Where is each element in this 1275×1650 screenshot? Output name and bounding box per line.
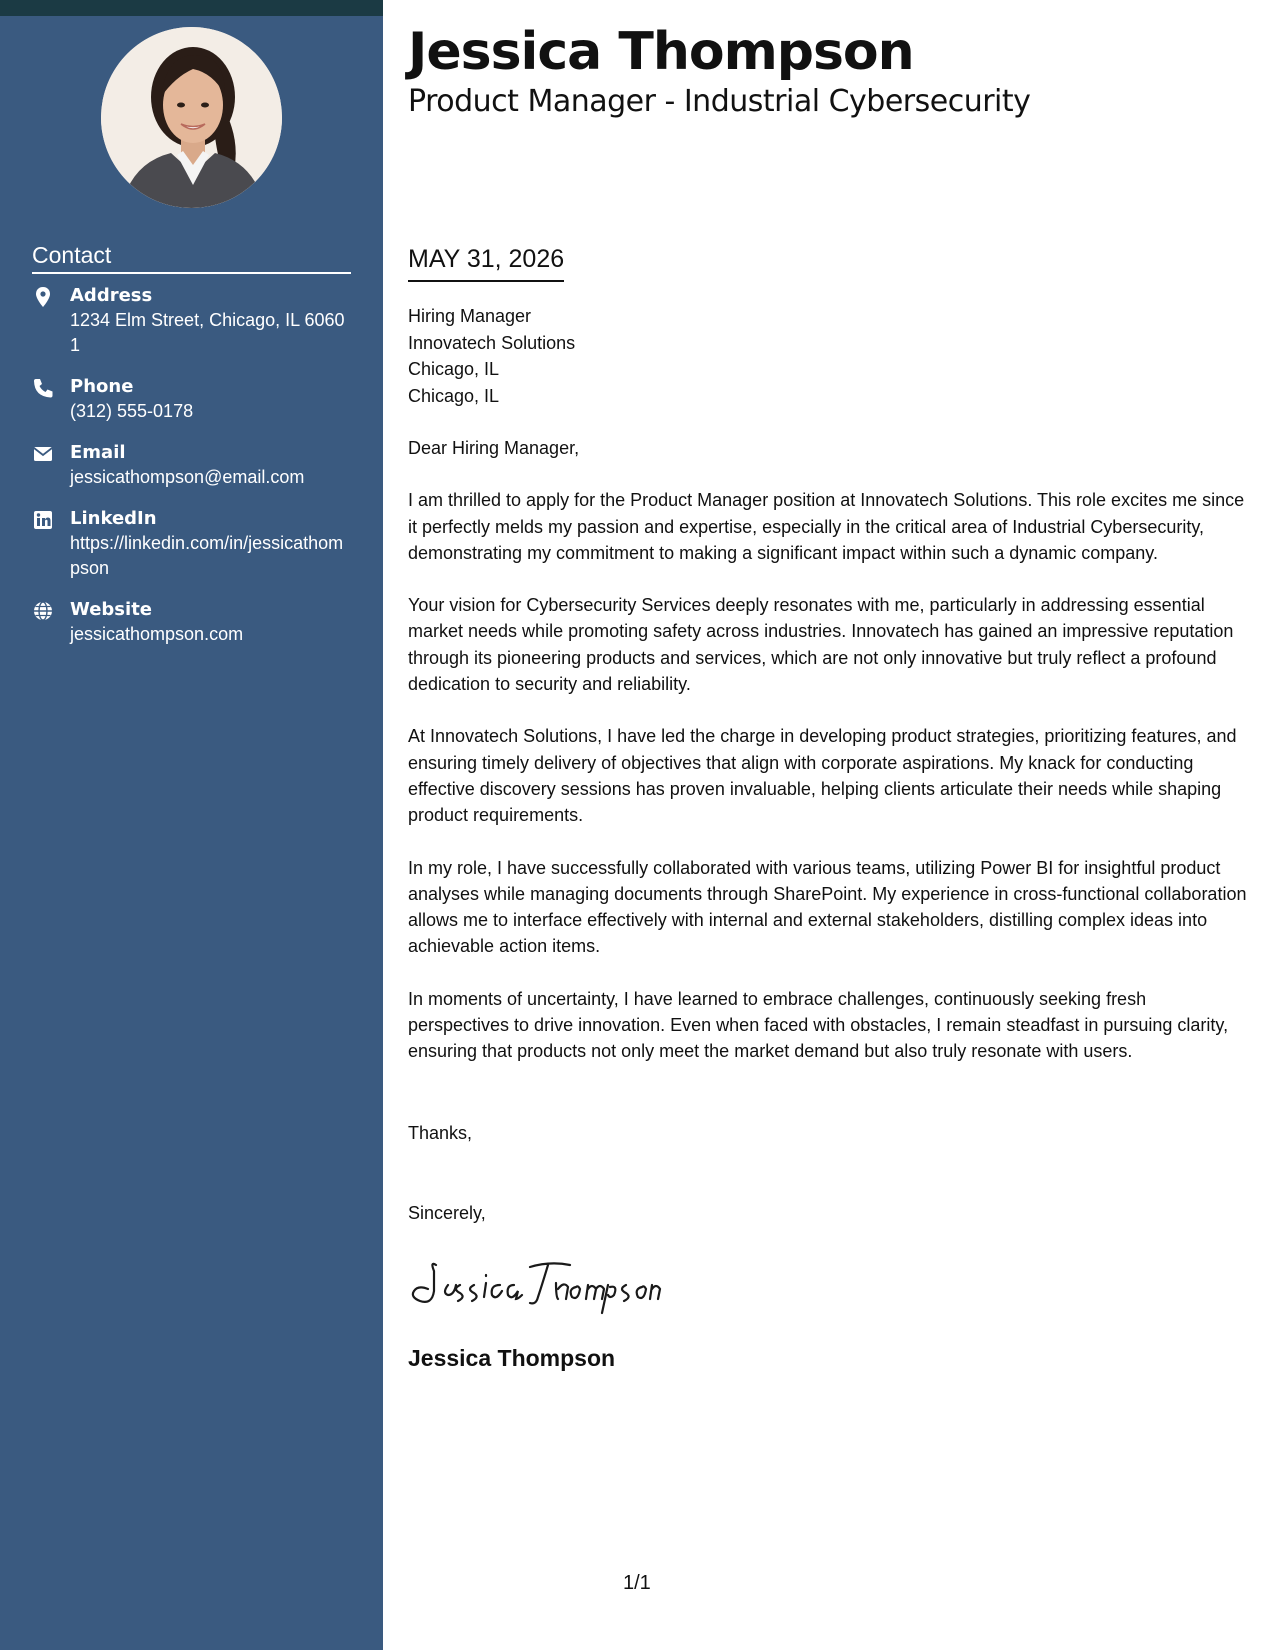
- address-label: Address: [70, 285, 153, 306]
- contact-list: [32, 284, 352, 664]
- envelope-icon: [32, 443, 54, 465]
- contact-heading: Contact: [32, 242, 351, 274]
- closing-sincerely: Sincerely,: [408, 1203, 486, 1223]
- page-number: 1/1: [623, 1572, 651, 1594]
- phone-icon: [32, 377, 54, 399]
- sidebar: [0, 0, 383, 1650]
- phone-label: Phone: [70, 376, 134, 397]
- paragraph: Your vision for Cybersecurity Services deeply resonates with me, particularly in addressing essential market needs while promoting safety across industries. Innovatech has gained an impressive reputation through its pioneering products and services, which are not only innovative but truly reflect a profound dedication to security and reliability.: [408, 595, 1234, 695]
- recipient-line: Chicago, IL: [408, 385, 500, 406]
- recipient-line: Chicago, IL: [408, 359, 500, 379]
- paragraph: In my role, I have successfully collaborated with various teams, utilizing Power BI for insightful product analyses while managing documents through SharePoint. My experience in cross-functional collaboration allows me to interface effectively with internal and external stakeholders, distilling complex ideas into achievable action items.: [408, 857, 1247, 957]
- signed-name: Jessica Thompson: [408, 1345, 616, 1371]
- recipient-line: Hiring Manager: [408, 306, 532, 326]
- handwritten-signature: [408, 1255, 678, 1315]
- address-value: 1234 Elm Street, Chicago, IL 60601: [70, 310, 345, 355]
- letter-date: MAY 31, 2026: [408, 245, 564, 282]
- contact-email: [32, 441, 352, 490]
- map-pin-icon: [32, 286, 54, 308]
- email-label: Email: [70, 442, 126, 463]
- contact-phone: [32, 375, 352, 424]
- paragraph: In moments of uncertainty, I have learned to embrace challenges, continuously seeking fresh perspectives to drive innovation. Even when faced with obstacles, I remain steadfast in pursuing clarity, ensuring that products not only meet the market demand but also truly resonate with users.: [408, 988, 1229, 1062]
- paragraph: At Innovatech Solutions, I have led the charge in developing product strategies, prioritizing features, and ensuring timely delivery of objectives that align with corporate aspirations. My knack for conducting effective discovery sessions has proven invaluable, helping clients articulate their needs while shaping product requirements.: [408, 726, 1237, 826]
- linkedin-label: LinkedIn: [70, 508, 157, 529]
- linkedin-icon: [32, 509, 54, 531]
- applicant-title: Product Manager - Industrial Cybersecurity: [408, 84, 1031, 119]
- salutation: Dear Hiring Manager,: [408, 438, 580, 458]
- globe-icon: [32, 600, 54, 622]
- contact-linkedin: [32, 507, 352, 581]
- recipient-block: [408, 303, 575, 409]
- phone-value[interactable]: (312) 555-0178: [70, 401, 194, 421]
- contact-website: [32, 598, 352, 647]
- applicant-name: Jessica Thompson: [408, 22, 914, 82]
- recipient-line: Innovatech Solutions: [408, 332, 576, 353]
- linkedin-value[interactable]: https://linkedin.com/in/jessicathompson: [70, 533, 344, 578]
- email-value[interactable]: jessicathompson@email.com: [70, 467, 305, 487]
- contact-address: [32, 284, 352, 358]
- website-label: Website: [70, 599, 153, 620]
- paragraph: I am thrilled to apply for the Product Manager position at Innovatech Solutions. This role excites me since it perfectly melds my passion and expertise, especially in the critical area of Industrial Cybersecurity, demonstrating my commitment to making a significant impact within such a dynamic company.: [408, 490, 1245, 563]
- sidebar-top-bar: [0, 0, 383, 16]
- profile-photo: [101, 27, 282, 208]
- closing-thanks: Thanks,: [408, 1123, 473, 1143]
- website-value[interactable]: jessicathompson.com: [70, 624, 244, 644]
- letter-body: [408, 435, 1248, 1091]
